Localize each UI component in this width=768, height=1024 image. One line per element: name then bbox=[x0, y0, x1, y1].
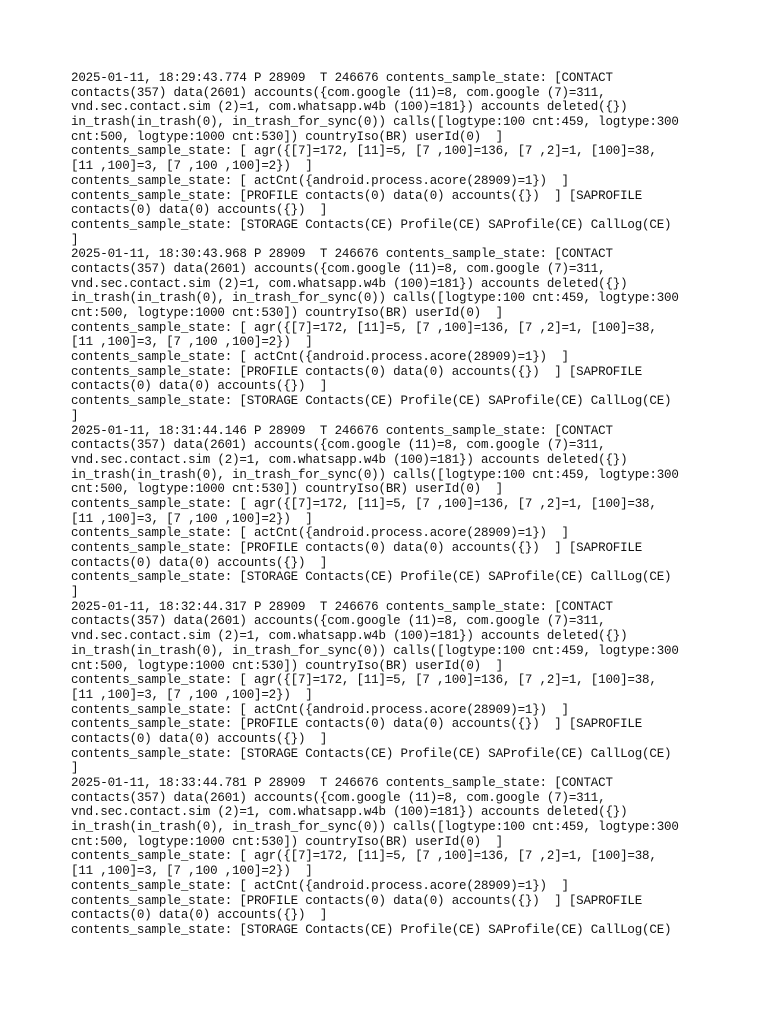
log-line: contacts(357) data(2601) accounts({com.google (11)=8, com.google (7)=311, bbox=[71, 790, 606, 805]
log-line: ] bbox=[71, 232, 79, 247]
log-line: contents_sample_state: [ agr({[7]=172, [11]=5, [7 ,100]=136, [7 ,2]=1, [100]=38, bbox=[71, 673, 657, 688]
log-line: 2025-01-11, 18:30:43.968 P 28909 T 246676 contents_sample_state: [CONTACT bbox=[71, 247, 613, 262]
log-line: vnd.sec.contact.sim (2)=1, com.whatsapp.w4b (100)=181}) accounts deleted({}) bbox=[71, 276, 628, 291]
log-line: contents_sample_state: [ agr({[7]=172, [11]=5, [7 ,100]=136, [7 ,2]=1, [100]=38, bbox=[71, 849, 657, 864]
log-line: [11 ,100]=3, [7 ,100 ,100]=2}) ] bbox=[71, 864, 313, 879]
log-line: contents_sample_state: [STORAGE Contacts(CE) Profile(CE) SAProfile(CE) CallLog(CE) bbox=[71, 746, 672, 761]
log-line: contents_sample_state: [ agr({[7]=172, [11]=5, [7 ,100]=136, [7 ,2]=1, [100]=38, bbox=[71, 320, 657, 335]
log-line: 2025-01-11, 18:33:44.781 P 28909 T 246676 contents_sample_state: [CONTACT bbox=[71, 776, 613, 790]
log-line: contents_sample_state: [STORAGE Contacts(CE) Profile(CE) SAProfile(CE) CallLog(CE) bbox=[71, 570, 672, 585]
log-line: contents_sample_state: [ actCnt({android.process.acore(28909)=1}) ] bbox=[71, 878, 569, 893]
log-line: contents_sample_state: [STORAGE Contacts(CE) Profile(CE) SAProfile(CE) CallLog(CE) bbox=[71, 922, 672, 937]
log-line: 2025-01-11, 18:31:44.146 P 28909 T 246676 contents_sample_state: [CONTACT bbox=[71, 423, 613, 438]
log-line: contents_sample_state: [PROFILE contacts(0) data(0) accounts({}) ] [SAPROFILE bbox=[71, 717, 643, 732]
log-line: contents_sample_state: [ actCnt({android.process.acore(28909)=1}) ] bbox=[71, 702, 569, 717]
log-line: in_trash(in_trash(0), in_trash_for_sync(0)) calls([logtype:100 cnt:459, logtype:300 bbox=[71, 291, 679, 306]
log-line: contacts(357) data(2601) accounts({com.google (11)=8, com.google (7)=311, bbox=[71, 438, 606, 453]
log-line: ] bbox=[71, 408, 79, 423]
log-line: [11 ,100]=3, [7 ,100 ,100]=2}) ] bbox=[71, 687, 313, 702]
log-document bbox=[71, 71, 711, 938]
log-line: contents_sample_state: [PROFILE contacts(0) data(0) accounts({}) ] [SAPROFILE bbox=[71, 364, 643, 379]
log-line: in_trash(in_trash(0), in_trash_for_sync(0)) calls([logtype:100 cnt:459, logtype:300 bbox=[71, 115, 679, 130]
log-line: vnd.sec.contact.sim (2)=1, com.whatsapp.w4b (100)=181}) accounts deleted({}) bbox=[71, 100, 628, 115]
log-line: cnt:500, logtype:1000 cnt:530]) countryIso(BR) userId(0) ] bbox=[71, 129, 503, 144]
log-line: [11 ,100]=3, [7 ,100 ,100]=2}) ] bbox=[71, 159, 313, 174]
log-line: contacts(0) data(0) accounts({}) ] bbox=[71, 555, 328, 570]
log-line: cnt:500, logtype:1000 cnt:530]) countryIso(BR) userId(0) ] bbox=[71, 834, 503, 849]
log-line: contacts(0) data(0) accounts({}) ] bbox=[71, 731, 328, 746]
log-line: contents_sample_state: [ actCnt({android.process.acore(28909)=1}) ] bbox=[71, 350, 569, 365]
log-line: [11 ,100]=3, [7 ,100 ,100]=2}) ] bbox=[71, 511, 313, 526]
log-line: contents_sample_state: [STORAGE Contacts(CE) Profile(CE) SAProfile(CE) CallLog(CE) bbox=[71, 394, 672, 409]
log-line: cnt:500, logtype:1000 cnt:530]) countryIso(BR) userId(0) ] bbox=[71, 658, 503, 673]
log-line: in_trash(in_trash(0), in_trash_for_sync(0)) calls([logtype:100 cnt:459, logtype:300 bbox=[71, 643, 679, 658]
log-line: contacts(0) data(0) accounts({}) ] bbox=[71, 203, 328, 218]
log-line: contents_sample_state: [PROFILE contacts(0) data(0) accounts({}) ] [SAPROFILE bbox=[71, 188, 643, 203]
log-line: contacts(0) data(0) accounts({}) ] bbox=[71, 379, 328, 394]
log-line: vnd.sec.contact.sim (2)=1, com.whatsapp.w4b (100)=181}) accounts deleted({}) bbox=[71, 629, 628, 644]
log-line: contents_sample_state: [PROFILE contacts(0) data(0) accounts({}) ] [SAPROFILE bbox=[71, 893, 643, 908]
log-line: contents_sample_state: [ actCnt({android.process.acore(28909)=1}) ] bbox=[71, 526, 569, 541]
log-line: [11 ,100]=3, [7 ,100 ,100]=2}) ] bbox=[71, 335, 313, 350]
log-line: contents_sample_state: [PROFILE contacts(0) data(0) accounts({}) ] [SAPROFILE bbox=[71, 541, 643, 555]
log-line: contents_sample_state: [ actCnt({android.process.acore(28909)=1}) ] bbox=[71, 173, 569, 188]
log-line: in_trash(in_trash(0), in_trash_for_sync(0)) calls([logtype:100 cnt:459, logtype:300 bbox=[71, 467, 679, 482]
log-line: contacts(0) data(0) accounts({}) ] bbox=[71, 908, 328, 923]
log-line: in_trash(in_trash(0), in_trash_for_sync(0)) calls([logtype:100 cnt:459, logtype:300 bbox=[71, 820, 679, 835]
log-line: 2025-01-11, 18:29:43.774 P 28909 T 246676 contents_sample_state: [CONTACT bbox=[71, 71, 613, 85]
log-line: contents_sample_state: [ agr({[7]=172, [11]=5, [7 ,100]=136, [7 ,2]=1, [100]=38, bbox=[71, 496, 657, 511]
log-line: cnt:500, logtype:1000 cnt:530]) countryIso(BR) userId(0) ] bbox=[71, 306, 503, 320]
log-line: ] bbox=[71, 585, 79, 600]
log-line: ] bbox=[71, 761, 79, 776]
log-line: contents_sample_state: [ agr({[7]=172, [11]=5, [7 ,100]=136, [7 ,2]=1, [100]=38, bbox=[71, 144, 657, 159]
log-line: cnt:500, logtype:1000 cnt:530]) countryIso(BR) userId(0) ] bbox=[71, 482, 503, 497]
log-line: vnd.sec.contact.sim (2)=1, com.whatsapp.w4b (100)=181}) accounts deleted({}) bbox=[71, 452, 628, 467]
log-line: contents_sample_state: [STORAGE Contacts(CE) Profile(CE) SAProfile(CE) CallLog(CE) bbox=[71, 217, 672, 232]
log-line: vnd.sec.contact.sim (2)=1, com.whatsapp.w4b (100)=181}) accounts deleted({}) bbox=[71, 805, 628, 820]
log-line: contacts(357) data(2601) accounts({com.google (11)=8, com.google (7)=311, bbox=[71, 261, 606, 276]
log-line: 2025-01-11, 18:32:44.317 P 28909 T 246676 contents_sample_state: [CONTACT bbox=[71, 599, 613, 614]
log-line: contacts(357) data(2601) accounts({com.google (11)=8, com.google (7)=311, bbox=[71, 85, 606, 100]
log-line: contacts(357) data(2601) accounts({com.google (11)=8, com.google (7)=311, bbox=[71, 614, 606, 629]
